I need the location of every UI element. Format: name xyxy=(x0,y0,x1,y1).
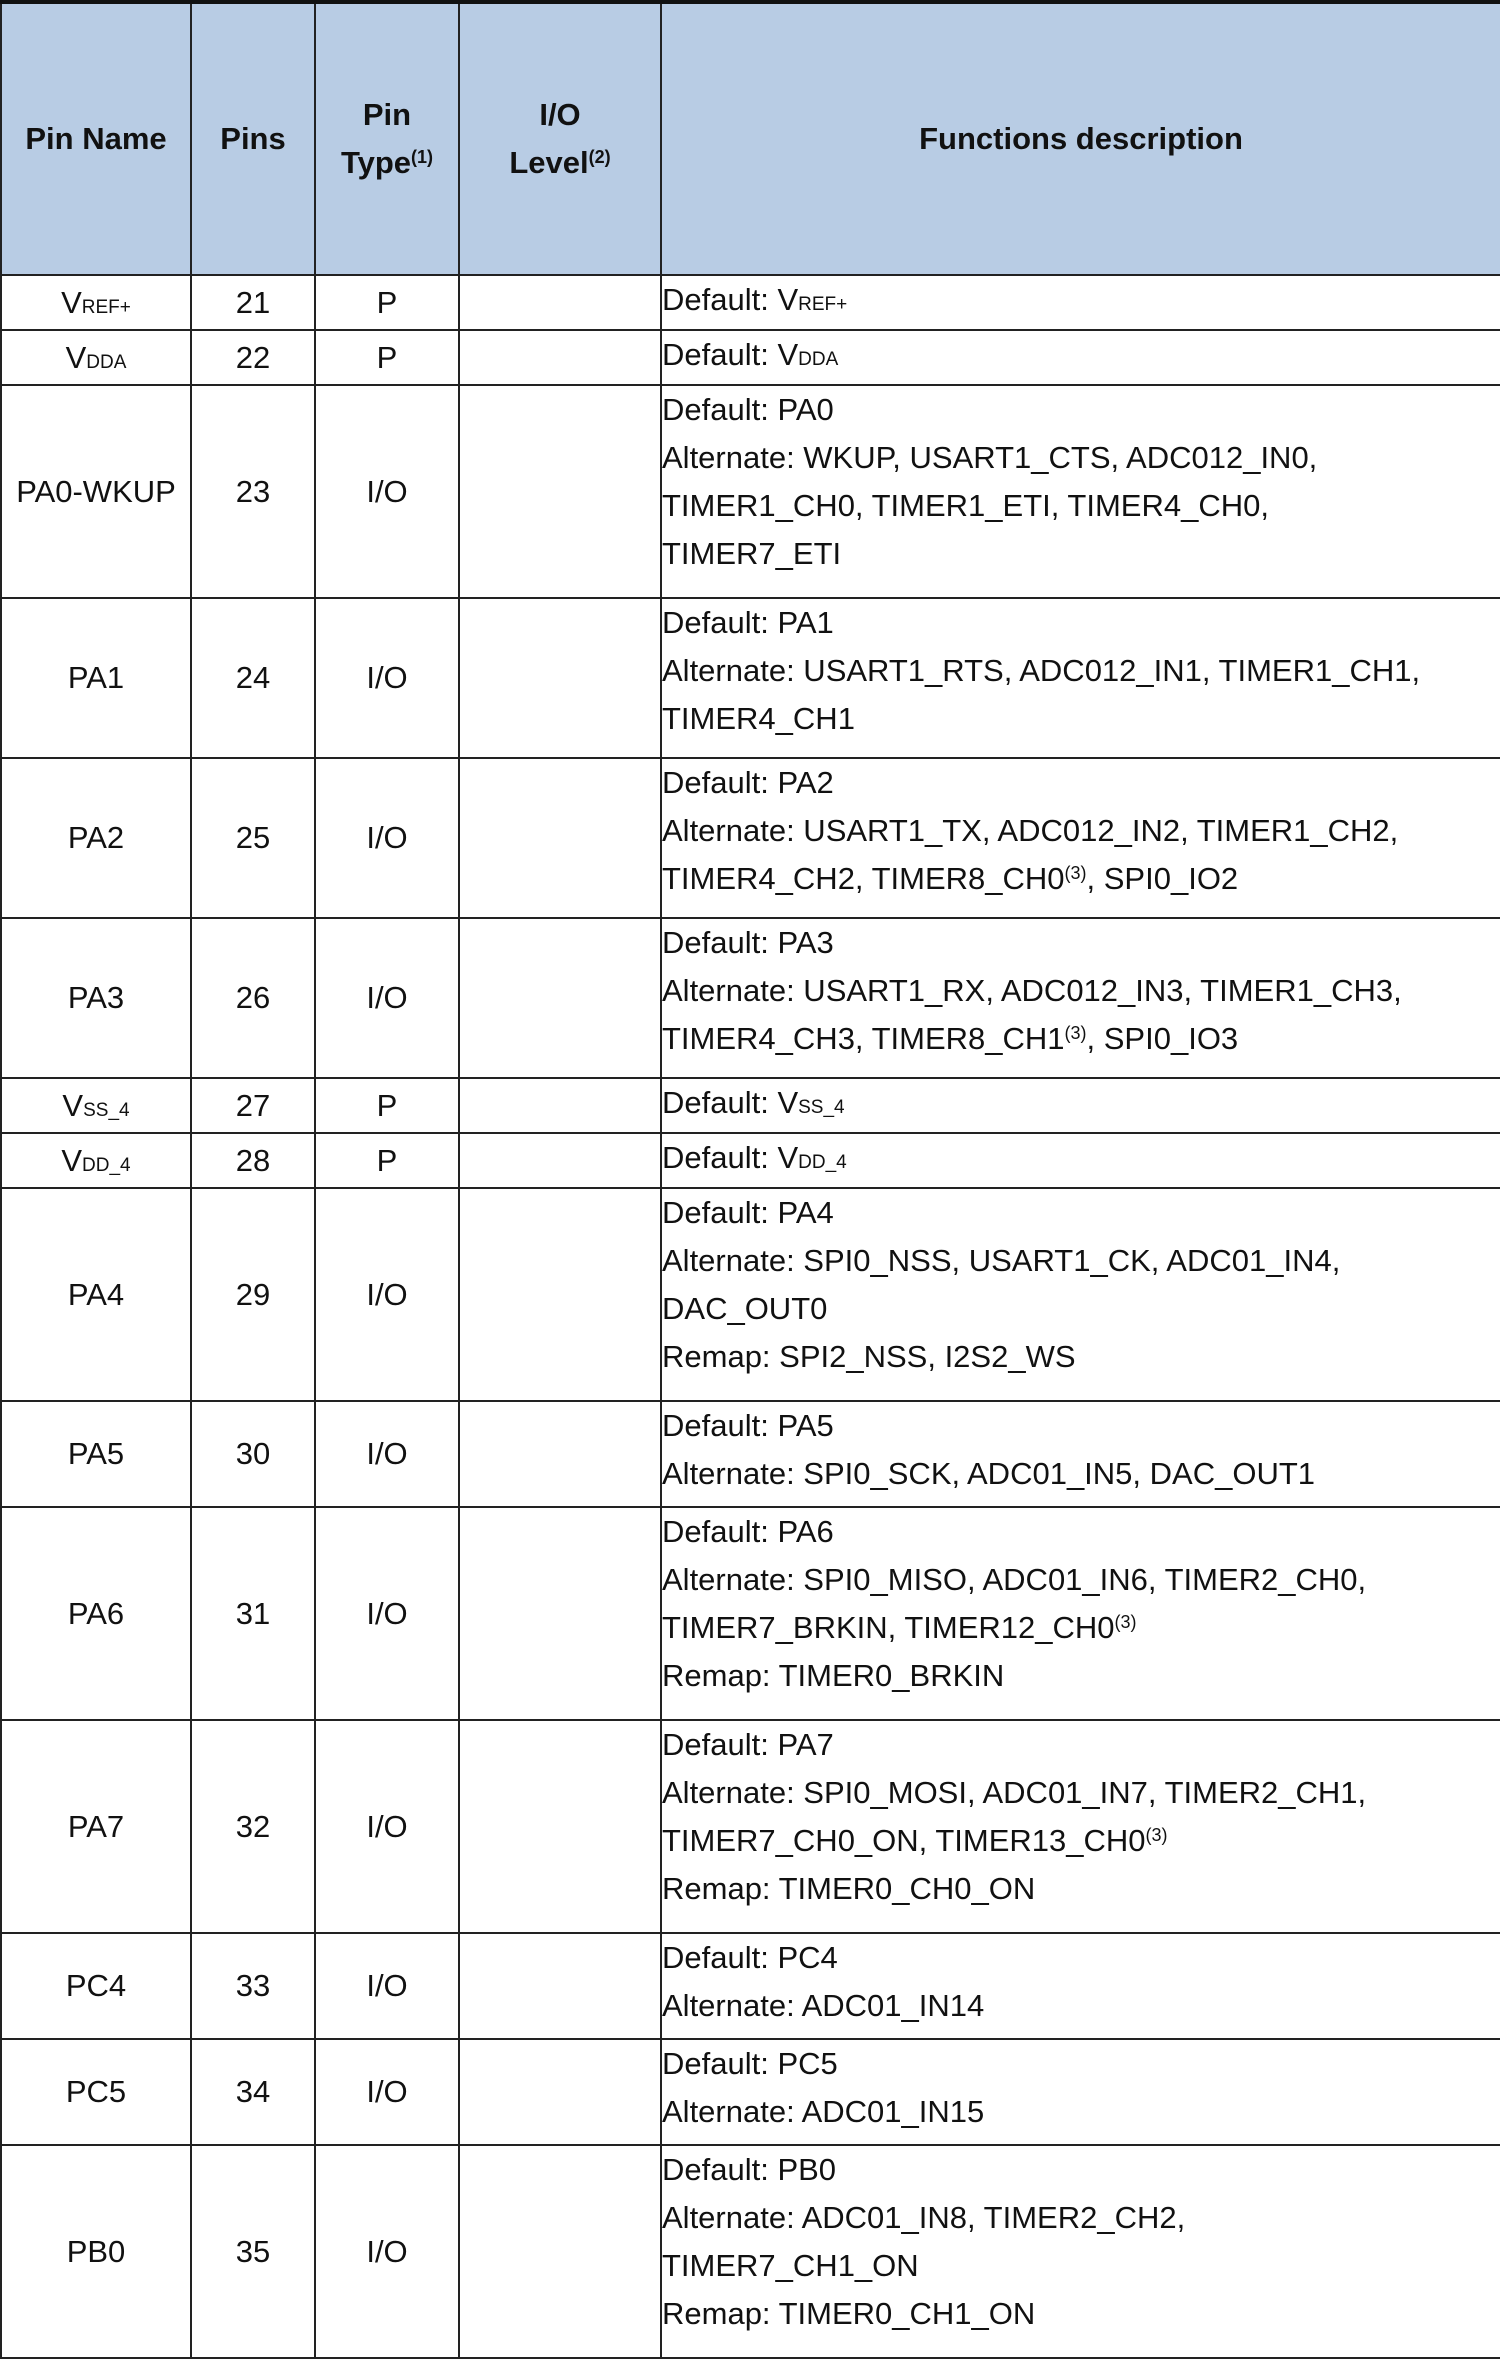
functions-description-cell xyxy=(661,275,1500,330)
io-level-cell xyxy=(459,1078,661,1133)
function-text: Default: V xyxy=(662,282,799,317)
pin-number-cell: 34 xyxy=(191,2039,315,2145)
pin-name-subscript: DD_4 xyxy=(82,1154,131,1176)
table-row xyxy=(1,330,1500,385)
io-level-cell xyxy=(459,758,661,918)
function-text: Remap: TIMER0_BRKIN xyxy=(662,1658,1005,1693)
function-text: Alternate: USART1_RX, ADC012_IN3, TIMER1_CH3, xyxy=(662,973,1402,1008)
function-line xyxy=(662,2146,1500,2194)
function-subscript: SS_4 xyxy=(798,1097,845,1118)
functions-description-cell xyxy=(661,758,1500,918)
function-text: , SPI0_IO3 xyxy=(1086,1021,1239,1056)
pin-type-cell: I/O xyxy=(315,1507,459,1720)
footnote-ref: (3) xyxy=(1145,1825,1168,1845)
table-row xyxy=(1,1133,1500,1188)
function-text: Default: PA1 xyxy=(662,605,834,640)
function-text: Default: V xyxy=(662,1140,799,1175)
functions-description-cell xyxy=(661,1078,1500,1133)
pin-name: PA4 xyxy=(67,1276,125,1312)
table-row xyxy=(1,598,1500,758)
function-text: DAC_OUT0 xyxy=(662,1291,828,1326)
function-line xyxy=(662,530,1500,578)
footnote-ref: (3) xyxy=(1114,1612,1137,1632)
io-level-cell xyxy=(459,1507,661,1720)
function-line xyxy=(662,1015,1500,1063)
header-pins: Pins xyxy=(191,2,315,275)
function-text: TIMER7_BRKIN, TIMER12_CH0 xyxy=(662,1610,1115,1645)
pin-name-cell xyxy=(1,1401,191,1507)
pin-name-cell xyxy=(1,385,191,598)
pin-type-cell: P xyxy=(315,1133,459,1188)
pin-name: PA7 xyxy=(67,1808,125,1844)
function-text: Default: PA0 xyxy=(662,392,834,427)
function-text: Alternate: WKUP, USART1_CTS, ADC012_IN0, xyxy=(662,440,1318,475)
function-line xyxy=(662,759,1500,807)
function-line xyxy=(662,599,1500,647)
pin-type-cell: I/O xyxy=(315,385,459,598)
functions-description-cell xyxy=(661,1133,1500,1188)
pin-type-cell: I/O xyxy=(315,2039,459,2145)
table-row xyxy=(1,918,1500,1078)
pin-name-cell xyxy=(1,2039,191,2145)
pin-name: V xyxy=(62,1087,84,1123)
pin-type-cell: P xyxy=(315,275,459,330)
pin-name-cell xyxy=(1,1720,191,1933)
functions-description-cell xyxy=(661,1188,1500,1401)
functions-description-cell xyxy=(661,1401,1500,1507)
header-pin-name: Pin Name xyxy=(1,2,191,275)
function-text: TIMER4_CH3, TIMER8_CH1 xyxy=(662,1021,1065,1056)
pin-number-cell: 21 xyxy=(191,275,315,330)
pin-name-cell xyxy=(1,1078,191,1133)
function-line xyxy=(662,919,1500,967)
footnote-ref: (1) xyxy=(411,147,434,167)
function-line xyxy=(662,1402,1500,1450)
pin-name: V xyxy=(65,339,87,375)
function-text: Remap: TIMER0_CH1_ON xyxy=(662,2296,1036,2331)
function-text: TIMER1_CH0, TIMER1_ETI, TIMER4_CH0, xyxy=(662,488,1269,523)
table-row xyxy=(1,385,1500,598)
function-line xyxy=(662,1333,1500,1381)
function-line xyxy=(662,1769,1500,1817)
io-level-cell xyxy=(459,1188,661,1401)
function-text: Default: PC4 xyxy=(662,1940,838,1975)
function-subscript: DDA xyxy=(798,349,839,370)
function-line xyxy=(662,1079,1500,1127)
function-text: Default: PC5 xyxy=(662,2046,838,2081)
function-line xyxy=(662,1450,1500,1498)
pin-name: PA2 xyxy=(67,820,125,855)
pin-name-cell xyxy=(1,1507,191,1720)
function-line xyxy=(662,2088,1500,2136)
function-line xyxy=(662,386,1500,434)
io-level-cell xyxy=(459,1401,661,1507)
pin-number-cell: 27 xyxy=(191,1078,315,1133)
table-row xyxy=(1,758,1500,918)
function-line xyxy=(662,2290,1500,2338)
pin-name-cell xyxy=(1,598,191,758)
functions-description-cell xyxy=(661,330,1500,385)
function-line xyxy=(662,276,1500,324)
function-line xyxy=(662,1508,1500,1556)
functions-description-cell xyxy=(661,2145,1500,2358)
function-text: Alternate: SPI0_NSS, USART1_CK, ADC01_IN4, xyxy=(662,1243,1341,1278)
function-text: Default: PA4 xyxy=(662,1195,834,1230)
footnote-ref: (2) xyxy=(588,147,611,167)
function-line xyxy=(662,2194,1500,2242)
function-text: Alternate: ADC01_IN14 xyxy=(662,1988,985,2023)
function-line xyxy=(662,1865,1500,1913)
io-level-cell xyxy=(459,598,661,758)
function-text: Default: PB0 xyxy=(662,2152,837,2187)
pin-type-cell: I/O xyxy=(315,1933,459,2039)
io-level-cell xyxy=(459,918,661,1078)
table-row xyxy=(1,2145,1500,2358)
function-text: Default: V xyxy=(662,1085,799,1120)
io-level-cell xyxy=(459,2039,661,2145)
pin-type-cell: I/O xyxy=(315,758,459,918)
function-line xyxy=(662,1652,1500,1700)
function-line xyxy=(662,2242,1500,2290)
functions-description-cell xyxy=(661,385,1500,598)
function-subscript: DD_4 xyxy=(798,1152,847,1173)
pin-name: PC4 xyxy=(65,1968,127,2003)
pin-type-cell: I/O xyxy=(315,1720,459,1933)
function-line xyxy=(662,1189,1500,1237)
io-level-cell xyxy=(459,1720,661,1933)
pin-name: V xyxy=(61,284,82,320)
functions-description-cell xyxy=(661,1507,1500,1720)
table-row xyxy=(1,1720,1500,1933)
pin-name-subscript: SS_4 xyxy=(83,1099,130,1121)
function-line xyxy=(662,1721,1500,1769)
function-text: Remap: SPI2_NSS, I2S2_WS xyxy=(662,1339,1076,1374)
function-line xyxy=(662,1134,1500,1182)
functions-description-cell xyxy=(661,918,1500,1078)
function-line xyxy=(662,855,1500,903)
pin-name: PB0 xyxy=(66,2233,126,2269)
pin-name-cell xyxy=(1,330,191,385)
function-text: Default: V xyxy=(662,337,799,372)
functions-description-cell xyxy=(661,598,1500,758)
io-level-cell xyxy=(459,1933,661,2039)
function-line xyxy=(662,482,1500,530)
table-row xyxy=(1,1507,1500,1720)
function-line xyxy=(662,1556,1500,1604)
function-text: Alternate: SPI0_MISO, ADC01_IN6, TIMER2_CH0, xyxy=(662,1562,1367,1597)
io-level-cell xyxy=(459,275,661,330)
pin-name: PC5 xyxy=(65,2074,127,2109)
pin-type-cell: I/O xyxy=(315,918,459,1078)
function-line xyxy=(662,1817,1500,1865)
pin-name-cell xyxy=(1,1933,191,2039)
io-level-cell xyxy=(459,330,661,385)
pin-name-cell xyxy=(1,1188,191,1401)
function-text: Default: PA7 xyxy=(662,1727,834,1762)
pin-name: V xyxy=(61,1142,83,1178)
pin-name-subscript: REF+ xyxy=(81,296,131,318)
function-subscript: REF+ xyxy=(798,294,848,315)
function-text: TIMER4_CH2, TIMER8_CH0 xyxy=(662,861,1065,896)
header-pin-type: Pin Type$^{(1)}$ xyxy=(315,2,459,275)
function-line xyxy=(662,1982,1500,2030)
table-row xyxy=(1,1933,1500,2039)
io-level-cell xyxy=(459,2145,661,2358)
pin-name: PA6 xyxy=(67,1595,125,1631)
function-line xyxy=(662,1604,1500,1652)
function-text: TIMER4_CH1 xyxy=(662,701,855,736)
pin-type-cell: P xyxy=(315,330,459,385)
table-row xyxy=(1,1401,1500,1507)
function-line xyxy=(662,331,1500,379)
table-row xyxy=(1,2039,1500,2145)
function-text: Default: PA2 xyxy=(662,765,834,800)
pin-number-cell: 24 xyxy=(191,598,315,758)
pin-number-cell: 32 xyxy=(191,1720,315,1933)
pin-number-cell: 35 xyxy=(191,2145,315,2358)
function-text: Default: PA6 xyxy=(662,1514,834,1549)
io-level-cell xyxy=(459,1133,661,1188)
function-text: Alternate: USART1_TX, ADC012_IN2, TIMER1_CH2, xyxy=(662,813,1399,848)
table-row xyxy=(1,1188,1500,1401)
pin-name-cell xyxy=(1,758,191,918)
function-text: Alternate: SPI0_SCK, ADC01_IN5, DAC_OUT1 xyxy=(662,1456,1316,1491)
pin-number-cell: 25 xyxy=(191,758,315,918)
function-line xyxy=(662,1237,1500,1285)
functions-description-cell xyxy=(661,1720,1500,1933)
pin-type-cell: I/O xyxy=(315,1401,459,1507)
pin-number-cell: 33 xyxy=(191,1933,315,2039)
pin-type-cell: I/O xyxy=(315,598,459,758)
function-line xyxy=(662,695,1500,743)
function-line xyxy=(662,647,1500,695)
pin-type-cell: I/O xyxy=(315,2145,459,2358)
function-text: TIMER7_CH1_ON xyxy=(662,2248,919,2283)
table-header-row xyxy=(1,2,1500,275)
pin-name-cell xyxy=(1,2145,191,2358)
pin-name: PA5 xyxy=(67,1436,125,1471)
pin-name-cell xyxy=(1,275,191,330)
function-line xyxy=(662,2040,1500,2088)
pin-number-cell: 28 xyxy=(191,1133,315,1188)
pin-name: PA3 xyxy=(67,980,125,1015)
io-level-cell xyxy=(459,385,661,598)
functions-description-cell xyxy=(661,1933,1500,2039)
function-text: Remap: TIMER0_CH0_ON xyxy=(662,1871,1036,1906)
pin-number-cell: 22 xyxy=(191,330,315,385)
pin-name: PA0-WKUP xyxy=(16,473,176,509)
pin-name: PA1 xyxy=(67,660,125,695)
pin-name-subscript: DDA xyxy=(86,351,127,373)
table-row xyxy=(1,1078,1500,1133)
pin-type-cell: I/O xyxy=(315,1188,459,1401)
pin-name-cell xyxy=(1,1133,191,1188)
function-text: TIMER7_ETI xyxy=(662,536,842,571)
footnote-ref: (3) xyxy=(1064,863,1087,883)
function-text: TIMER7_CH0_ON, TIMER13_CH0 xyxy=(662,1823,1146,1858)
function-text: Alternate: SPI0_MOSI, ADC01_IN7, TIMER2_CH1, xyxy=(662,1775,1367,1810)
function-text: Default: PA5 xyxy=(662,1408,834,1443)
pin-number-cell: 23 xyxy=(191,385,315,598)
footnote-ref: (3) xyxy=(1064,1023,1087,1043)
pin-number-cell: 29 xyxy=(191,1188,315,1401)
function-line xyxy=(662,1285,1500,1333)
function-line xyxy=(662,1934,1500,1982)
pin-type-cell: P xyxy=(315,1078,459,1133)
pin-name-cell xyxy=(1,918,191,1078)
table-row xyxy=(1,275,1500,330)
function-line xyxy=(662,434,1500,482)
header-functions-description: Functions description xyxy=(661,2,1500,275)
pin-number-cell: 30 xyxy=(191,1401,315,1507)
header-io-level: I/O Level$^{(2)}$ xyxy=(459,2,661,275)
functions-description-cell xyxy=(661,2039,1500,2145)
pin-number-cell: 26 xyxy=(191,918,315,1078)
function-text: , SPI0_IO2 xyxy=(1086,861,1239,896)
function-line xyxy=(662,967,1500,1015)
function-line xyxy=(662,807,1500,855)
function-text: Alternate: ADC01_IN15 xyxy=(662,2094,985,2129)
function-text: Default: PA3 xyxy=(662,925,834,960)
pin-number-cell: 31 xyxy=(191,1507,315,1720)
function-text: Alternate: USART1_RTS, ADC012_IN1, TIMER1_CH1, xyxy=(662,653,1421,688)
function-text: Alternate: ADC01_IN8, TIMER2_CH2, xyxy=(662,2200,1186,2235)
